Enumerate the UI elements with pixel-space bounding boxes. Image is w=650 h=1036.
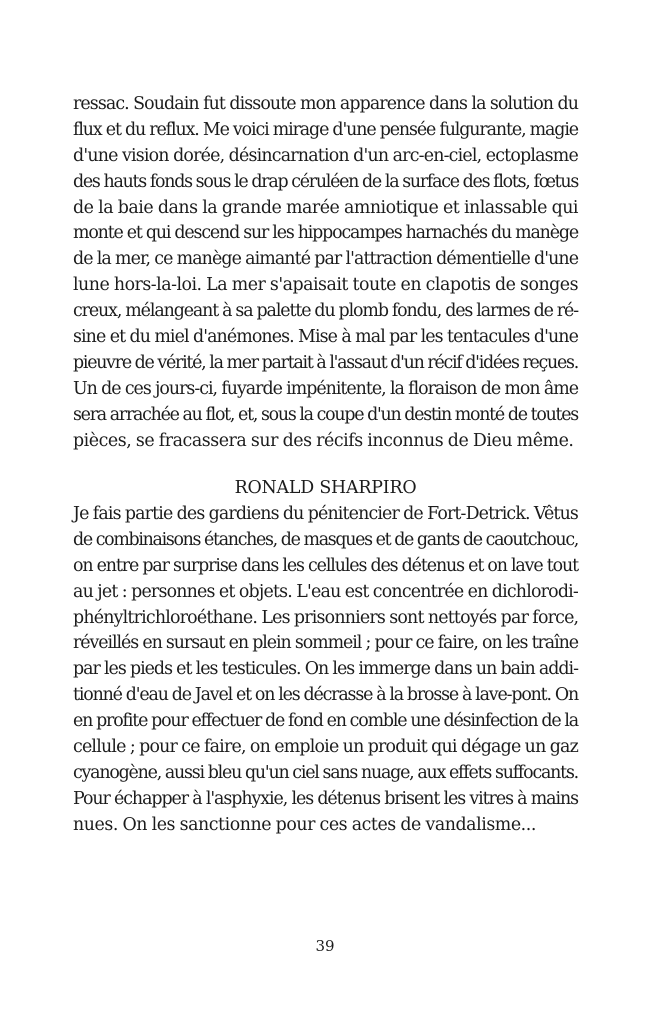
text-line: flux et du reflux. Me voici mirage d'une pensée fulgurante, magie bbox=[73, 119, 578, 140]
text-line: pieuvre de vérité, la mer partait à l'assaut d'un récif d'idées reçues. bbox=[73, 352, 578, 373]
text-line: nues. On les sanctionne pour ces actes de vandalisme... bbox=[73, 814, 536, 835]
text-line: par les pieds et les testicules. On les immerge dans un bain addi- bbox=[73, 659, 578, 680]
text-line: monte et qui descend sur les hippocampes harnachés du manège bbox=[73, 223, 578, 244]
text-line: de combinaisons étanches, de masques et de gants de caoutchouc, bbox=[73, 529, 578, 550]
text-line: creux, mélangeant à sa palette du plomb fondu, des larmes de ré- bbox=[73, 301, 578, 322]
text-line: des hauts fonds sous le drap céruléen de la surface des flots, fœtus bbox=[73, 171, 578, 192]
text-line: phényltrichloroéthane. Les prisonniers sont nettoyés par force, bbox=[73, 607, 579, 628]
text-line: sine et du miel d'anémones. Mise à mal par les tentacules d'une bbox=[73, 327, 578, 348]
text-line: Un de ces jours-ci, fuyarde impénitente, la floraison de mon âme bbox=[73, 378, 578, 399]
section-heading: RONALD SHARPIRO bbox=[234, 478, 417, 498]
text-line: de la baie dans la grande marée amniotique et inlassable qui bbox=[73, 197, 578, 218]
text-line: ressac. Soudain fut dissoute mon apparence dans la solution du bbox=[73, 94, 578, 114]
text-line: lune hors-la-loi. La mer s'apaisait toute en clapotis de songes bbox=[73, 275, 578, 296]
text-line: au jet : personnes et objets. L'eau est concentrée en dichlorodi- bbox=[73, 581, 578, 602]
text-line: tionné d'eau de Javel et on les décrasse à la brosse à lave-pont. On bbox=[73, 685, 578, 706]
text-line: pièces, se fracassera sur des récifs inconnus de Dieu même. bbox=[73, 430, 574, 451]
text-line: Pour échapper à l'asphyxie, les détenus brisent les vitres à mains bbox=[73, 788, 578, 809]
text-line: on entre par surprise dans les cellules des détenus et on lave tout bbox=[73, 555, 578, 576]
paragraph-1 bbox=[73, 92, 578, 454]
page-number: 39 bbox=[315, 937, 335, 955]
text-line: d'une vision dorée, désincarnation d'un arc-en-ciel, ectoplasme bbox=[73, 145, 578, 166]
text-line: Je fais partie des gardiens du pénitencier de Fort-Detrick. Vêtus bbox=[73, 504, 578, 524]
text-line: réveillés en sursaut en plein sommeil ; pour ce faire, on les traîne bbox=[73, 633, 578, 654]
text-line: en profite pour effectuer de fond en comble une désinfection de la bbox=[73, 711, 578, 732]
text-line: cyanogène, aussi bleu qu'un ciel sans nuage, aux effets suffocants. bbox=[73, 762, 578, 783]
text-line: de la mer, ce manège aimanté par l'attraction démentielle d'une bbox=[73, 249, 579, 270]
text-line: cellule ; pour ce faire, on emploie un produit qui dégage un gaz bbox=[73, 737, 578, 758]
text-line: sera arrachée au flot, et, sous la coupe d'un destin monté de toutes bbox=[73, 404, 578, 425]
paragraph-2 bbox=[73, 502, 578, 839]
